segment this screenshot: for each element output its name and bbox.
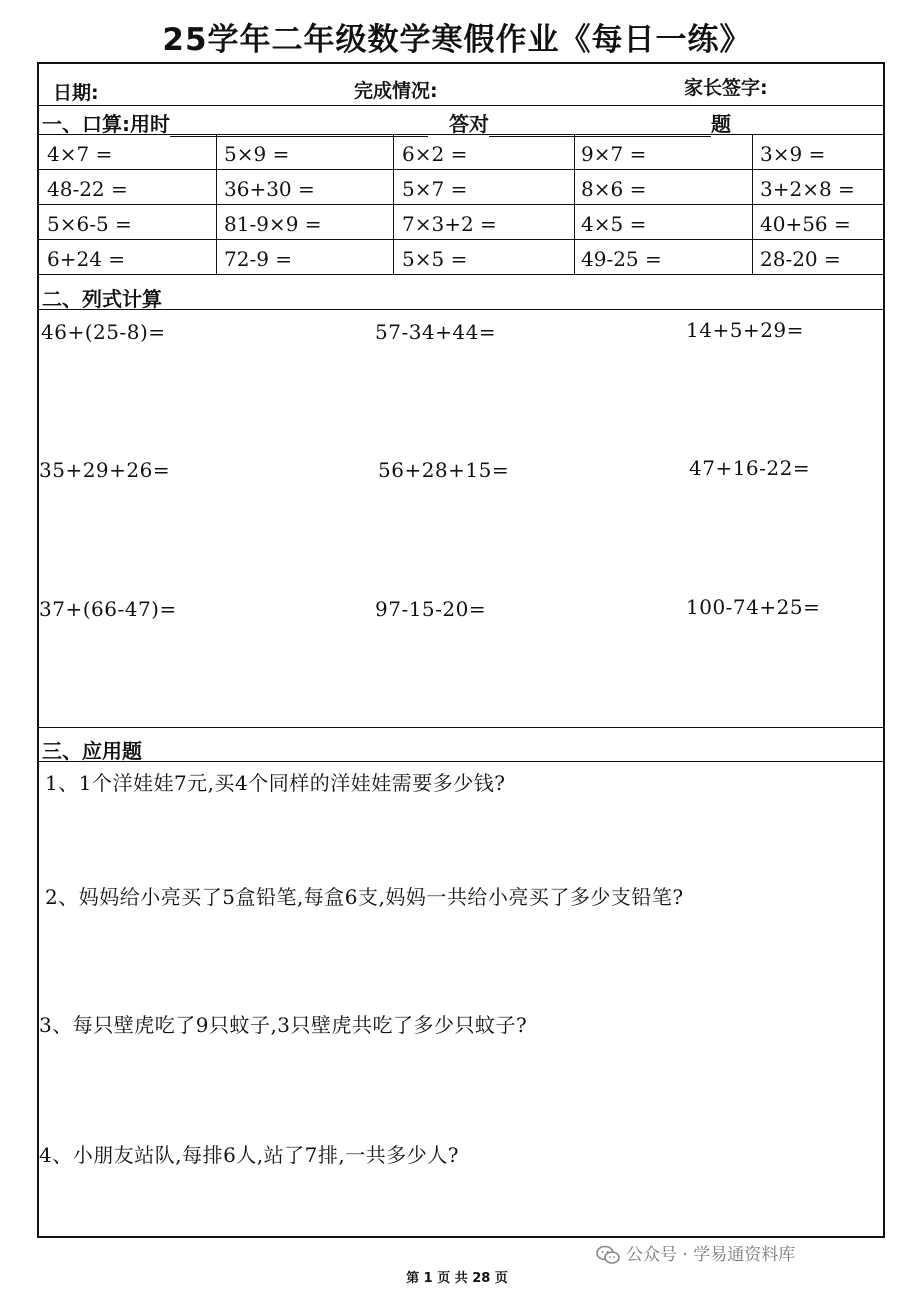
calc-problem: 57-34+44= <box>375 320 497 344</box>
oral-problem: 8×6 = <box>581 177 647 201</box>
oral-problem: 6+24 = <box>47 247 126 271</box>
grid-line <box>393 134 394 274</box>
page-title: 25学年二年级数学寒假作业《每日一练》 <box>162 22 752 58</box>
oral-problem: 40+56 = <box>760 212 851 236</box>
divider <box>39 309 883 310</box>
oral-problem: 3×9 = <box>760 142 826 166</box>
calc-problem: 97-15-20= <box>375 597 487 621</box>
grid-line <box>39 239 883 240</box>
oral-problem: 5×7 = <box>402 177 468 201</box>
oral-problem: 5×9 = <box>224 142 290 166</box>
oral-problem: 6×2 = <box>402 142 468 166</box>
wechat-icon <box>596 1245 620 1265</box>
unit-label: 题 <box>710 112 731 136</box>
oral-problem: 28-20 = <box>760 247 841 271</box>
oral-problem: 4×5 = <box>581 212 647 236</box>
calc-problem: 46+(25-8)= <box>41 320 166 344</box>
calc-problem: 35+29+26= <box>39 458 171 482</box>
oral-problem: 9×7 = <box>581 142 647 166</box>
oral-problem: 48-22 = <box>47 177 128 201</box>
page-number: 第 1 页 共 28 页 <box>406 1271 508 1286</box>
word-problem: 2、妈妈给小亮买了5盒铅笔,每盒6支,妈妈一共给小亮买了多少支铅笔? <box>45 885 684 909</box>
correct-label: 答对 <box>448 112 489 136</box>
divider <box>39 134 883 135</box>
worksheet <box>37 62 885 1238</box>
word-problem: 4、小朋友站队,每排6人,站了7排,一共多少人? <box>39 1143 459 1167</box>
watermark-text: 公众号 · 学易通资料库 <box>626 1245 796 1265</box>
grid-line <box>574 134 575 274</box>
grid-line <box>216 134 217 274</box>
grid-line <box>39 204 883 205</box>
oral-problem: 5×5 = <box>402 247 468 271</box>
divider <box>39 727 883 728</box>
divider <box>39 761 883 762</box>
parent-signature-label: 家长签字: <box>684 77 768 99</box>
oral-problem: 36+30 = <box>224 177 315 201</box>
oral-problem: 49-25 = <box>581 247 662 271</box>
oral-problem: 81-9×9 = <box>224 212 322 236</box>
oral-problem: 3+2×8 = <box>760 177 855 201</box>
section-3-title: 三、应用题 <box>42 739 142 763</box>
calc-problem: 37+(66-47)= <box>39 597 177 621</box>
oral-problem: 5×6-5 = <box>47 212 132 236</box>
grid-line <box>39 169 883 170</box>
oral-problem: 72-9 = <box>224 247 293 271</box>
oral-problem: 7×3+2 = <box>402 212 497 236</box>
word-problem: 1、1个洋娃娃7元,买4个同样的洋娃娃需要多少钱? <box>45 771 506 795</box>
calc-problem: 47+16-22= <box>689 456 811 480</box>
section-1-title: 一、口算:用时 <box>42 112 170 136</box>
divider <box>39 105 883 106</box>
calc-problem: 56+28+15= <box>378 458 510 482</box>
completion-status-label: 完成情况: <box>354 80 438 102</box>
section-2-title: 二、列式计算 <box>42 287 162 311</box>
divider <box>39 274 883 275</box>
calc-problem: 100-74+25= <box>686 595 821 619</box>
calc-problem: 14+5+29= <box>686 318 804 342</box>
watermark <box>596 1240 795 1265</box>
date-label: 日期: <box>53 82 99 104</box>
grid-line <box>752 134 753 274</box>
section-1-title-row <box>42 108 731 137</box>
word-problem: 3、每只壁虎吃了9只蚊子,3只壁虎共吃了多少只蚊子? <box>39 1013 528 1037</box>
oral-problem: 4×7 = <box>47 142 113 166</box>
